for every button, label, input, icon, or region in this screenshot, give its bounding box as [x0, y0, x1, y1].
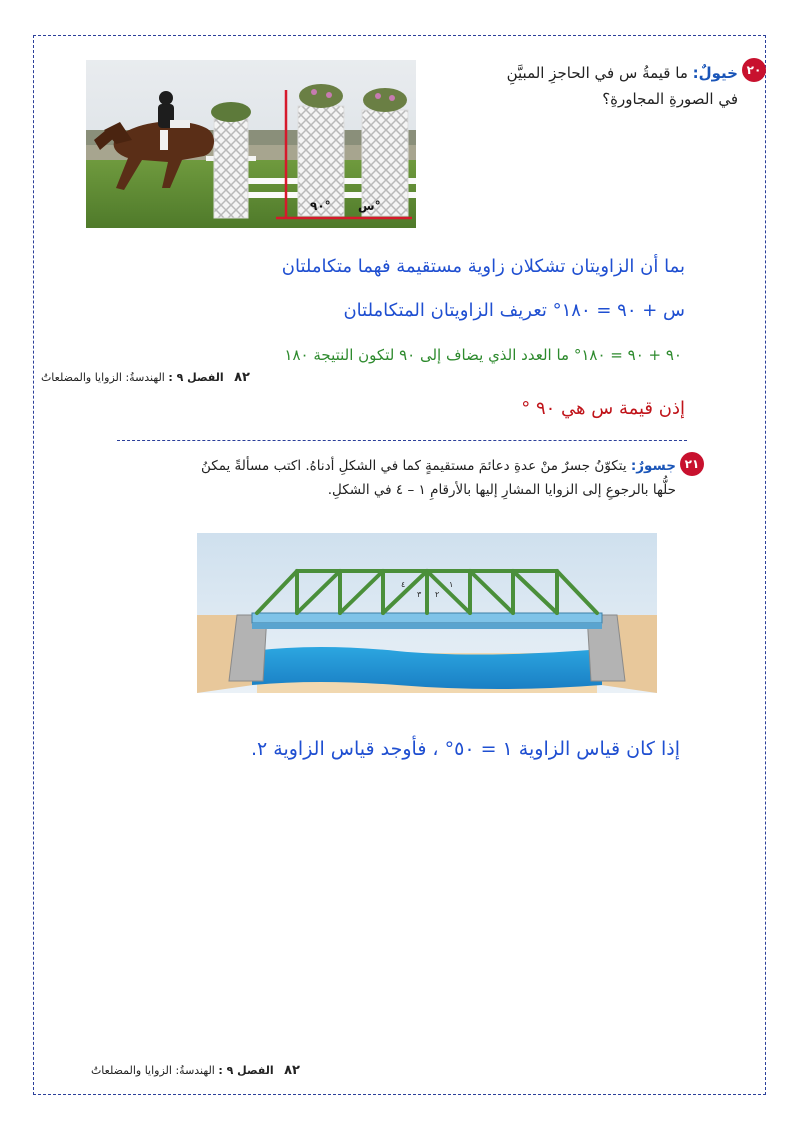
truss-bridge-figure	[197, 533, 657, 693]
footer	[40, 1063, 300, 1078]
question-20-line1: ما قيمةُ س في الحاجزِ المبيَّنِ	[506, 64, 688, 82]
footer-overlap-page: ٨٢	[234, 370, 250, 385]
question-20-text	[430, 60, 738, 112]
question-21-line1: يتكوّنُ جسرٌ منْ عدةِ دعائمَ مستقيمةٍ كما في الشكلِ أدناهُ. اكتب مسألةً يمكنُ	[200, 458, 627, 474]
footer-overlap	[0, 370, 250, 385]
angle-4-label: ٤	[401, 580, 406, 589]
horse-jump-photo	[86, 60, 416, 228]
answer-line-4: إذن قيمة س هي ٩٠ °	[521, 398, 685, 419]
footer-page-number: ٨٢	[284, 1063, 300, 1078]
answer-line-1: بما أن الزاويتان تشكلان زاوية مستقيمة فهما متكاملتان	[281, 256, 685, 277]
question-21-text	[120, 454, 676, 502]
angle-2-label: ٢	[435, 590, 440, 599]
answer-line-3: ٩٠ + ٩٠ = ١٨٠° ما العدد الذي يضاف إلى ٩٠ لتكون النتيجة ١٨٠	[284, 346, 682, 364]
footer-subject: الهندسةُ: الزوايا والمضلعاتُ	[90, 1064, 215, 1077]
question-20-title: خيولٌ:	[692, 64, 738, 82]
footer-chapter: الفصل ٩ :	[218, 1064, 274, 1077]
footer-overlap-chapter: الفصل ٩ :	[168, 371, 224, 384]
angle-90-label: ٩٠°	[310, 199, 331, 213]
angle-x-label: س°	[358, 199, 381, 213]
question-20-line2: في الصورةِ المجاورةِ؟	[602, 90, 738, 108]
section-separator	[117, 440, 687, 441]
angle-1-label: ١	[449, 580, 454, 589]
footer-overlap-subject: الهندسةُ: الزوايا والمضلعاتُ	[40, 371, 165, 384]
written-problem: إذا كان قياس الزاوية ١ = ٥٠° ، فأوجد قياس الزاوية ٢.	[250, 738, 680, 760]
question-21-badge: ٢١	[680, 452, 704, 476]
question-21-title: جسورٌ:	[630, 458, 676, 474]
question-21-line2: حلُّها بالرجوعِ إلى الزوايا المشارِ إليها بالأرقامِ ١ – ٤ في الشكلِ.	[327, 482, 676, 498]
angle-3-label: ٣	[417, 590, 422, 599]
answer-line-2: س + ٩٠ = ١٨٠° تعريف الزاويتان المتكاملتان	[343, 300, 685, 321]
question-20-badge: ٢٠	[742, 58, 766, 82]
